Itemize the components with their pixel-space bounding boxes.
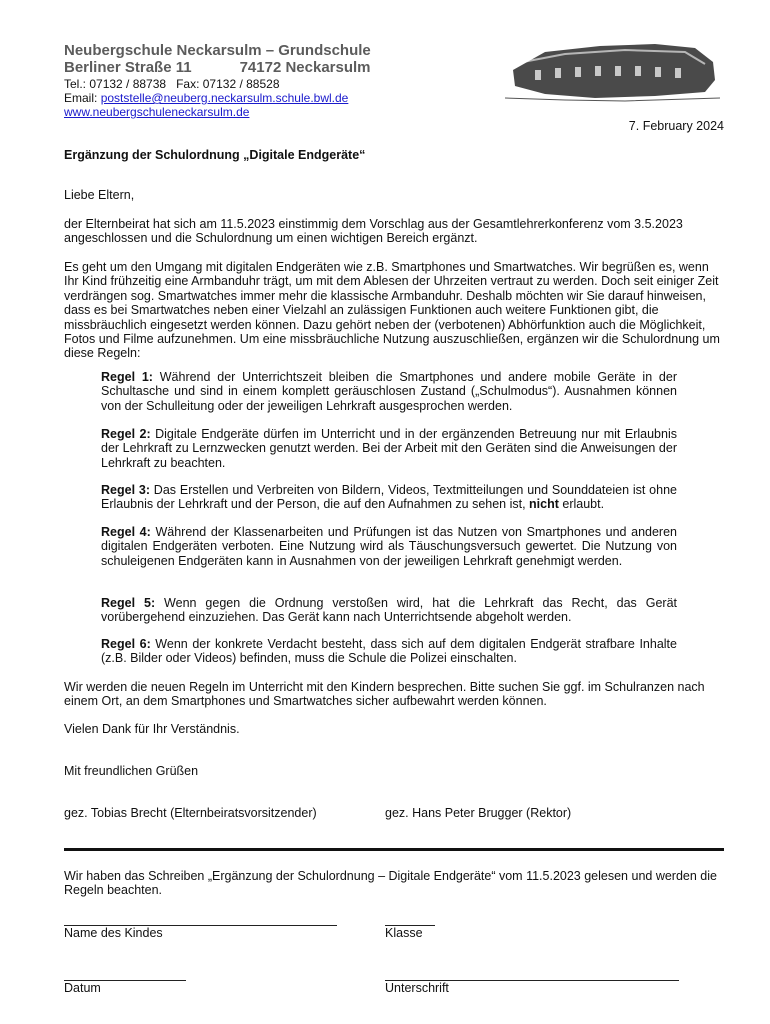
- closing: Mit freundlichen Grüßen: [64, 764, 199, 778]
- rule-text: Wenn gegen die Ordnung verstoßen wird, hat die Lehrkraft das Recht, das Gerät vorübergehend einzuziehen. Das Gerät kann nach Unterrichtsende abgeholt werden.: [101, 596, 677, 625]
- email-line: [64, 91, 348, 105]
- rule-text: Während der Unterrichtszeit bleiben die Smartphones und andere mobile Geräte in der Schultasche und sind in einem komplett geräuschlosen Zustand („Schulmodus“). Ausnahmen können von der Schulleitung oder der jeweiligen Lehrkraft ausgesprochen werden.: [101, 370, 677, 413]
- cut-line-divider: [64, 848, 724, 851]
- rule-1: [101, 370, 677, 413]
- rule-text: Während der Klassenarbeiten und Prüfungen ist das Nutzen von Smartphones und anderen digitalen Endgeräten verboten. Eine Nutzung wird als Täuschungsversuch gewertet. Die Nutzung von schuleigenen Endgeräten kann in Ausnahmen von der jeweiligen Lehrkraft genehmigt werden.: [101, 525, 677, 568]
- class-field[interactable]: [385, 913, 435, 926]
- rule-emphasis: nicht: [529, 497, 559, 512]
- school-address: [64, 59, 371, 76]
- letter-title: Ergänzung der Schulordnung „Digitale Endgeräte“: [64, 148, 366, 162]
- signature-label: Unterschrift: [385, 981, 449, 995]
- street: Berliner Straße 11: [64, 59, 192, 76]
- signature-field[interactable]: [385, 968, 679, 981]
- email-link[interactable]: poststelle@neuberg.neckarsulm.schule.bwl.de: [100, 91, 349, 105]
- class-label: Klasse: [385, 926, 423, 940]
- rule-4: [101, 525, 677, 568]
- city: 74172 Neckarsulm: [239, 59, 371, 76]
- rule-text: Digitale Endgeräte dürfen im Unterricht und in der ergänzenden Betreuung nur mit Erlaubnis der Lehrkraft zu Lernzwecken genutzt werden. Bei der Arbeit mit den Geräten sind die Anweisungen der Lehrkraft zu beachten.: [101, 427, 677, 470]
- rule-label: Regel 6:: [101, 637, 151, 651]
- letter-date: 7. February 2024: [628, 119, 724, 133]
- child-name-field[interactable]: [64, 913, 337, 926]
- school-name: Neubergschule Neckarsulm – Grundschule: [64, 42, 371, 59]
- paragraph-intro: der Elternbeirat hat sich am 11.5.2023 einstimmig dem Vorschlag aus der Gesamtlehrerkonferenz vom 3.5.2023 angeschlossen und die Schulordnung um einen wichtigen Bereich ergänzt.: [64, 217, 683, 246]
- signature-parent-council: gez. Tobias Brecht (Elternbeiratsvorsitzender): [64, 806, 317, 820]
- date-label: Datum: [64, 981, 101, 995]
- thanks: Vielen Dank für Ihr Verständnis.: [64, 722, 240, 736]
- rule-3: [101, 483, 677, 512]
- school-building-logo: [505, 40, 720, 102]
- rule-label: Regel 5:: [101, 596, 156, 610]
- rule-text: Das Erstellen und Verbreiten von Bildern, Videos, Textmitteilungen und Sounddateien ist ohne Erlaubnis der Lehrkraft und der Person, die auf den Aufnahmen zu sehen ist,: [101, 483, 677, 512]
- rule-label: Regel 2:: [101, 427, 151, 441]
- salutation: Liebe Eltern,: [64, 188, 135, 202]
- rule-6: [101, 637, 677, 666]
- rule-text: Wenn der konkrete Verdacht besteht, dass sich auf dem digitalen Endgerät strafbare Inhalte (z.B. Bilder oder Videos) befinden, muss die Schule die Polizei einschalten.: [101, 637, 677, 666]
- website-link[interactable]: www.neubergschuleneckarsulm.de: [64, 105, 250, 119]
- rule-label: Regel 1:: [101, 370, 153, 384]
- paragraph-closing: Wir werden die neuen Regeln im Unterricht mit den Kindern besprechen. Bitte suchen Sie ggf. im Schulranzen nach einem Ort, an dem Smartphones und Smartwatches sicher aufbewahrt werden können.: [64, 680, 705, 709]
- rule-text-tail: erlaubt.: [558, 497, 605, 512]
- rule-2: [101, 427, 677, 470]
- date-field[interactable]: [64, 968, 186, 981]
- signature-principal: gez. Hans Peter Brugger (Rektor): [385, 806, 572, 820]
- child-name-label: Name des Kindes: [64, 926, 163, 940]
- paragraph-context: Es geht um den Umgang mit digitalen Endgeräten wie z.B. Smartphones und Smartwatches. Wir begrüßen es, wenn Ihr Kind frühzeitig eine Armbanduhr trägt, um mit dem Ablesen der Uhrzeiten vertraut zu werden. Doch seit einiger Zeit verdrängen sog. Smartwatches immer mehr die klassische Armbanduhr. Deshalb möchten wir Sie darauf hinweisen, dass es bei Smartwatches neben einer Vielzahl an zulässigen Funktionen auch weitere Funktionen gibt, die missbräuchlich eingesetzt werden können. Dazu gehört neben der (verbotenen) Abhörfunktion auch die Möglichkeit, Fotos und Filme aufzunehmen. Um eine missbräuchliche Nutzung auszuschließen, ergänzen wir die Schulordnung um diese Regeln:: [64, 260, 720, 361]
- email-label: Email:: [64, 91, 101, 105]
- website-line: [64, 105, 249, 119]
- rule-label: Regel 4:: [101, 525, 151, 539]
- rule-5: [101, 596, 677, 625]
- phone-fax: Tel.: 07132 / 88738 Fax: 07132 / 88528: [64, 77, 280, 91]
- confirmation-text: Wir haben das Schreiben „Ergänzung der Schulordnung – Digitale Endgeräte“ vom 11.5.2023 gelesen und werden die Regeln beachten.: [64, 869, 717, 898]
- rule-label: Regel 3:: [101, 483, 150, 497]
